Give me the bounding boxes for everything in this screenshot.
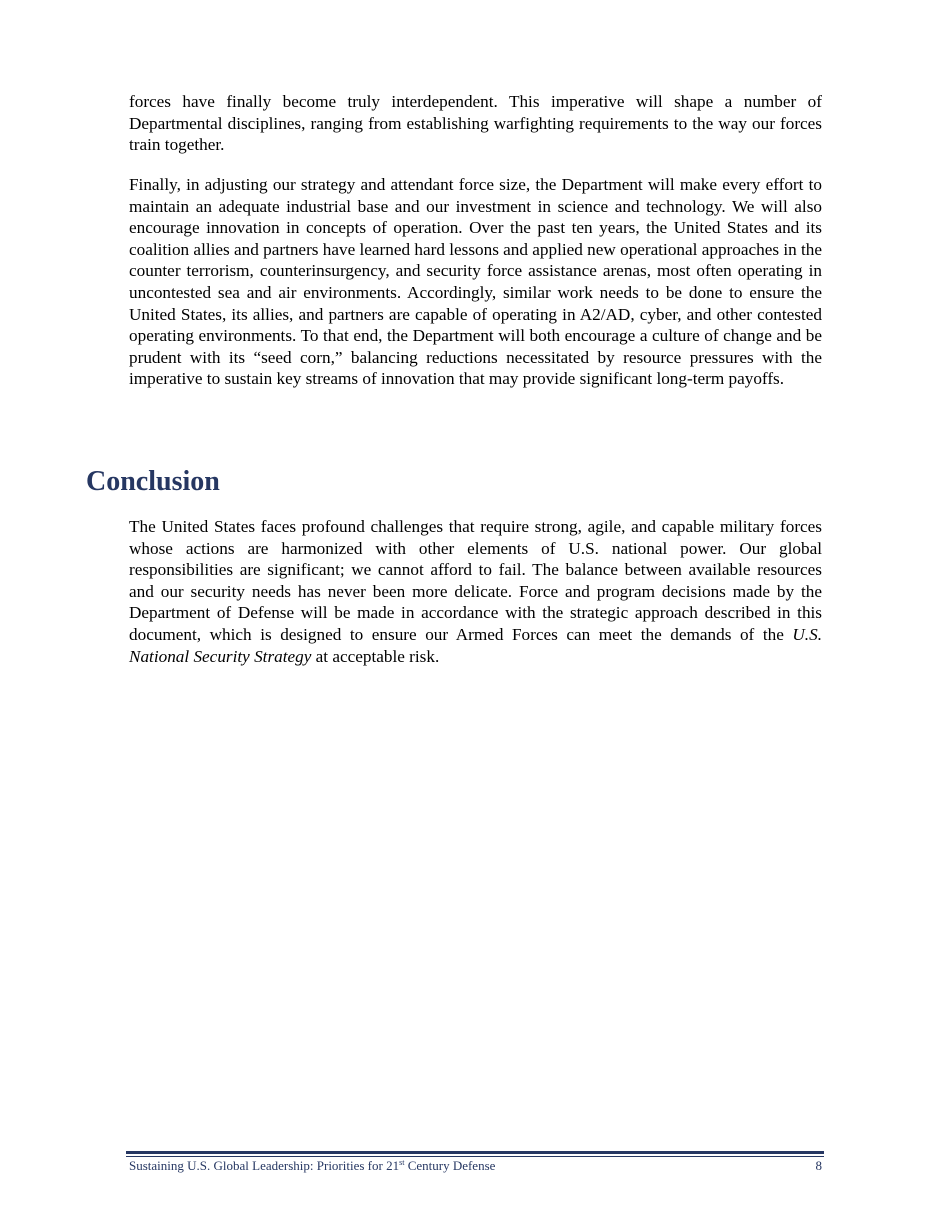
footer-page-number: 8 [815,1158,822,1173]
footer-title-part-1: Sustaining U.S. Global Leadership: Priorities for 21 [129,1158,400,1173]
section-heading-conclusion: Conclusion [86,466,220,497]
footer-document-title [129,1158,495,1174]
conclusion-italic-title: U.S. National Security Strategy [129,624,822,666]
footer-rule-thin [126,1156,824,1157]
conclusion-text-after-italic: at acceptable risk. [311,646,440,666]
footer-rule-thick [126,1151,824,1154]
footer-title-part-2: Century Defense [404,1158,496,1173]
conclusion-paragraph [129,516,822,667]
conclusion-text-before-italic: The United States faces profound challenges that require strong, agile, and capable military forces whose actions are harmonized with other elements of U.S. national power. Our global responsibilities are significant; we cannot afford to fail. The balance between available resources and our security needs has never been more delicate. Force and program decisions made by the Department of Defense will be made in accordance with the strategic approach described in this document, which is designed to ensure our Armed Forces can meet the demands of the [129,517,822,644]
footer-title-superscript: st [399,1158,405,1167]
body-paragraph-interdependence: forces have finally become truly interdependent. This imperative will shape a number of Departmental disciplines, ranging from establishing warfighting requirements to the way our forces train together. [129,92,822,155]
body-paragraph-innovation: Finally, in adjusting our strategy and attendant force size, the Department will make every effort to maintain an adequate industrial base and our investment in science and technology. We will also encourage innovation in concepts of operation. Over the past ten years, the United States and its coalition allies and partners have learned hard lessons and applied new operational approaches in the counter terrorism, counterinsurgency, and security force assistance arenas, most often operating in uncontested sea and air environments. Accordingly, similar work needs to be done to ensure the United States, its allies, and partners are capable of operating in A2/AD, cyber, and other contested operating environments. To that end, the Department will both encourage a culture of change and be prudent with its “seed corn,” balancing reductions necessitated by resource pressures with the imperative to sustain key streams of innovation that may provide significant long-term payoffs. [129,175,822,389]
